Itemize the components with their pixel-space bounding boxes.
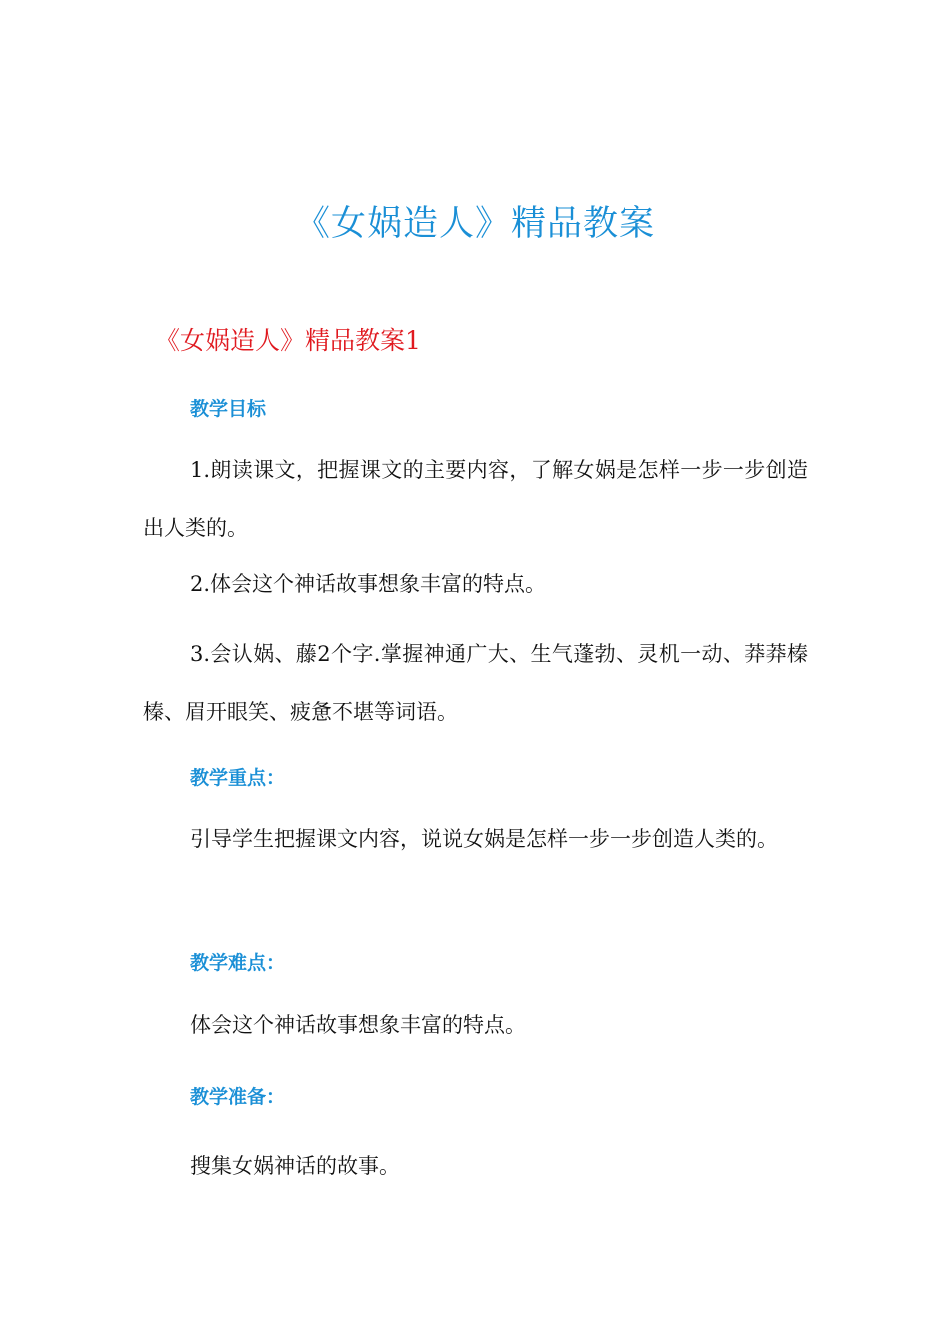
objective-2-text: 2.体会这个神话故事想象丰富的特点。 xyxy=(190,572,547,596)
preparation-text: 搜集女娲神话的故事。 xyxy=(190,1154,400,1178)
key-points-heading: 教学重点： xyxy=(190,767,286,789)
objective-1-text: 1.朗读课文，把握课文的主要内容，了解女娲是怎样一步一步创造出人类的。 xyxy=(143,458,808,540)
difficulties-heading: 教学难点： xyxy=(190,952,286,974)
document-subtitle: 《女娲造人》精品教案1 xyxy=(155,326,421,355)
document-title: 《女娲造人》精品教案 xyxy=(294,204,655,244)
objectives-heading: 教学目标 xyxy=(190,398,267,420)
objective-3-text: 3.会认娲、藤2个字.掌握神通广大、生气蓬勃、灵机一动、莽莽榛榛、眉开眼笑、疲惫不堪等词语。 xyxy=(143,642,808,724)
key-points-text: 引导学生把握课文内容，说说女娲是怎样一步一步创造人类的。 xyxy=(190,827,778,851)
difficulties-text: 体会这个神话故事想象丰富的特点。 xyxy=(190,1013,526,1037)
preparation-heading: 教学准备： xyxy=(190,1086,286,1108)
